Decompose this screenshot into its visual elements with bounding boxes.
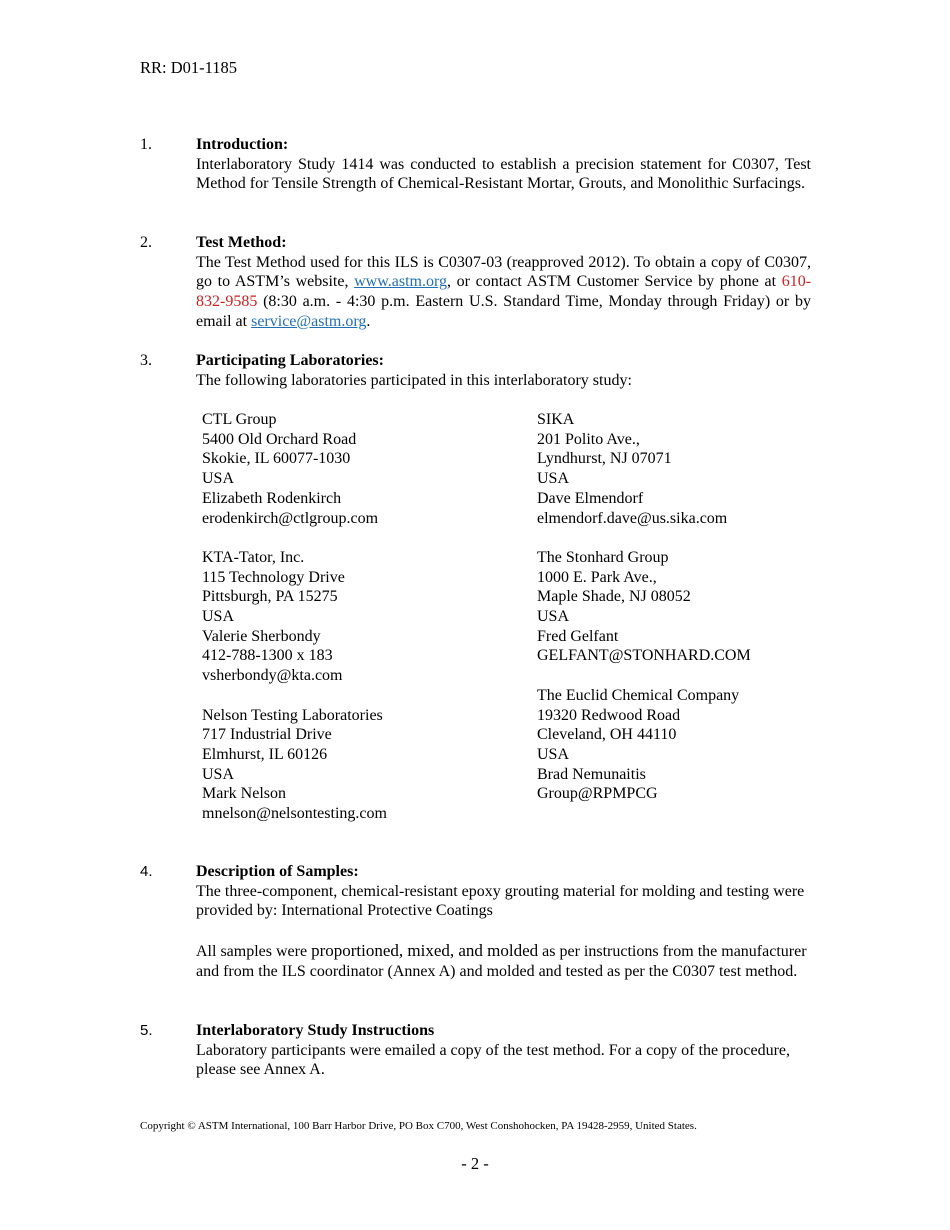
section-heading: Description of Samples: [196, 863, 359, 880]
lab-line: USA [202, 765, 235, 783]
lab-entry [537, 410, 857, 528]
lab-line: CTL Group [202, 411, 277, 428]
section-text [196, 253, 811, 332]
lab-entry [202, 706, 522, 824]
page-number: - 2 - [461, 1154, 489, 1173]
lab-line: USA [202, 470, 235, 488]
section-test-method [196, 233, 811, 332]
customer-service-phone: 610-832-9585 [196, 273, 812, 311]
copyright-footer: Copyright © ASTM International, 100 Barr Harbor Drive, PO Box C700, West Conshohocken, PA 19428-2959, United States. [140, 1120, 697, 1132]
lab-line: SIKA [537, 411, 575, 428]
lab-line: Dave Elmendorf [537, 489, 644, 507]
lab-line: Maple Shade, NJ 08052 [537, 588, 691, 606]
lab-line: USA [537, 608, 570, 626]
section-number: 1. [140, 136, 152, 153]
lab-line: Lyndhurst, NJ 07071 [537, 450, 672, 468]
lab-line: USA [537, 745, 570, 763]
lab-line: 19320 Redwood Road [537, 706, 681, 724]
section-heading: Test Method: [196, 234, 287, 251]
lab-line: Mark Nelson [202, 785, 286, 803]
section-participating-labs [196, 351, 811, 390]
lab-entry [202, 548, 522, 686]
labs-right-column [537, 410, 857, 824]
section-text-2 [196, 941, 811, 981]
section-number: 3. [140, 352, 152, 369]
lab-line: 1000 E. Park Ave., [537, 568, 657, 586]
lab-line: The Euclid Chemical Company [537, 686, 740, 704]
lab-line: USA [537, 470, 570, 488]
method-text-part: . [366, 312, 371, 330]
lab-entry [537, 686, 857, 804]
section-text: The three-component, chemical-resistant epoxy grouting material for molding and testing were provided by: International Protective Coatings [196, 882, 805, 920]
lab-line: Group@RPMPCG [537, 785, 658, 803]
lab-line: The Stonhard Group [537, 548, 669, 566]
lab-entry [202, 410, 522, 528]
method-text-part: The Test Method used for this ILS is C0307-03 (reapproved 2012). To obtain a copy of C0307, go to ASTM’s website, [196, 253, 811, 291]
labs-left-column [202, 410, 522, 843]
lab-line: GELFANT@STONHARD.COM [537, 647, 751, 665]
lab-line: erodenkirch@ctlgroup.com [202, 509, 379, 527]
lab-line: KTA-Tator, Inc. [202, 548, 305, 566]
lab-line: mnelson@nelsontesting.com [202, 805, 387, 823]
section-description-of-samples [196, 862, 811, 981]
astm-website-link[interactable]: www.astm.org [354, 273, 448, 291]
service-email-link[interactable]: service@astm.org [251, 312, 367, 330]
lab-line: Elmhurst, IL 60126 [202, 745, 328, 763]
section-number: 4. [140, 863, 153, 880]
lab-line: elmendorf.dave@us.sika.com [537, 509, 728, 527]
lab-line: Skokie, IL 60077-1030 [202, 450, 351, 468]
section-number: 2. [140, 234, 152, 251]
section-heading: Interlaboratory Study Instructions [196, 1022, 435, 1039]
lab-line: USA [202, 608, 235, 626]
lab-line: Pittsburgh, PA 15275 [202, 588, 338, 606]
section-heading: Participating Laboratories: [196, 352, 384, 369]
section-text: Laboratory participants were emailed a copy of the test method. For a copy of the procedure, please see Annex A. [196, 1041, 790, 1079]
lab-line: 115 Technology Drive [202, 568, 345, 586]
lab-line: Valerie Sherbondy [202, 627, 321, 645]
section-text: The following laboratories participated in this interlaboratory study: [196, 371, 632, 389]
section-introduction [196, 135, 811, 194]
lab-line: 201 Polito Ave., [537, 430, 640, 448]
lab-line: 5400 Old Orchard Road [202, 430, 357, 448]
samples-text-emphasis: proportioned, mixed, and molded [311, 940, 539, 960]
lab-entry [537, 548, 857, 666]
report-id: RR: D01-1185 [140, 58, 238, 77]
method-text-part: (8:30 a.m. - 4:30 p.m. Eastern U.S. Standard Time, Monday through Friday) or by email at [196, 293, 811, 330]
samples-text-part: as per instructions from the manufacturer and from the ILS coordinator (Annex A) and molded and tested as per the C0307 test method. [196, 942, 807, 980]
lab-line: Cleveland, OH 44110 [537, 726, 677, 744]
lab-line: Fred Gelfant [537, 627, 619, 645]
lab-line: Elizabeth Rodenkirch [202, 489, 342, 507]
lab-line: 412-788-1300 x 183 [202, 647, 333, 665]
lab-line: Nelson Testing Laboratories [202, 706, 383, 724]
lab-line: 717 Industrial Drive [202, 726, 332, 744]
lab-line: Brad Nemunaitis [537, 765, 646, 783]
section-number: 5. [140, 1022, 153, 1039]
section-heading: Introduction: [196, 136, 289, 153]
section-ils-instructions [196, 1021, 811, 1080]
lab-line: vsherbondy@kta.com [202, 667, 343, 685]
section-text: Interlaboratory Study 1414 was conducted to establish a precision statement for C0307, Test Method for Tensile Strength of Chemical-Resistant Mortar, Grouts, and Monolithic Surfacings. [196, 155, 811, 193]
method-text-part: , or contact ASTM Customer Service by phone at [447, 273, 782, 291]
samples-text-part: All samples were [196, 942, 312, 960]
